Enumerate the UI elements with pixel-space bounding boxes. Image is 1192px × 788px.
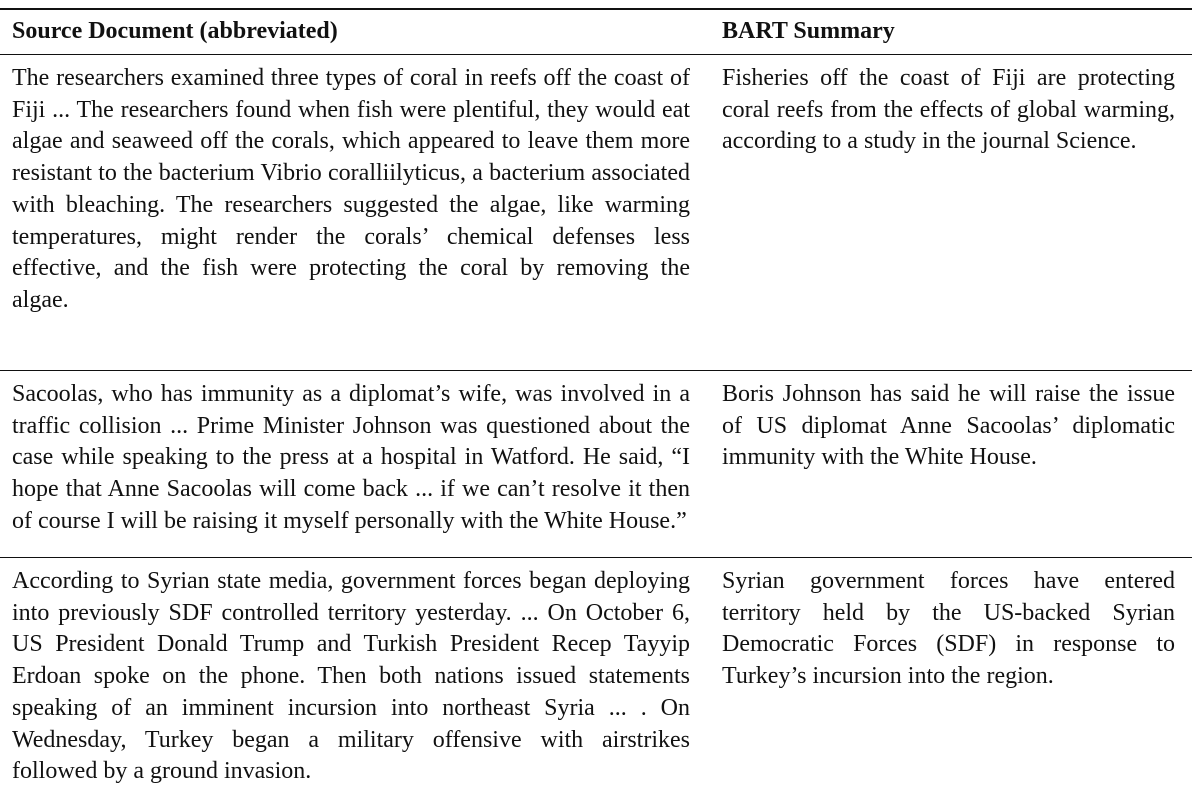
table-header-row: [0, 10, 1192, 54]
header-bart-summary: BART Summary: [722, 18, 895, 45]
summary-text: Fisheries off the coast of Fiji are protecting coral reefs from the effects of global warming, according to a study in the journal Science.: [722, 65, 1175, 155]
source-text: According to Syrian state media, government forces began deploying into previously SDF controlled territory yesterday. ... On October 6, US President Donald Trump and Turkish President Recep Tayyip Erdoan spoke on the phone. Then both nations issued statements speaking of an imminent incursion into northeast Syria ... . On Wednesday, Turkey began a military offensive with airstrikes followed by a ground invasion.: [12, 568, 690, 785]
summary-text: Boris Johnson has said he will raise the issue of US diplomat Anne Sacoolas’ diplomatic immunity with the White House.: [722, 381, 1175, 471]
header-source-document: Source Document (abbreviated): [12, 18, 338, 45]
table-row: [0, 558, 1192, 788]
source-text: The researchers examined three types of coral in reefs off the coast of Fiji ... The researchers found when fish were plentiful, they would eat algae and seaweed off the corals, which appeared to leave them more resistant to the bacterium Vibrio coralliilyticus, a bacterium associated with bleaching. The researchers suggested the algae, like warming temperatures, might render the corals’ chemical defenses less effective, and the fish were protecting the coral by removing the algae.: [12, 65, 690, 313]
summary-text: Syrian government forces have entered territory held by the US-backed Syrian Democratic Forces (SDF) in response to Turkey’s incursion into the region.: [722, 568, 1175, 690]
table-row: [0, 55, 1192, 370]
source-text: Sacoolas, who has immunity as a diplomat’s wife, was involved in a traffic collision ... Prime Minister Johnson was questioned about the case while speaking to the press at a hospital in Watford. He said, “I hope that Anne Sacoolas will come back ... if we can’t resolve it then of course I will be raising it myself personally with the White House.”: [12, 381, 690, 534]
table-row: [0, 371, 1192, 557]
summary-examples-table: [0, 8, 1192, 788]
